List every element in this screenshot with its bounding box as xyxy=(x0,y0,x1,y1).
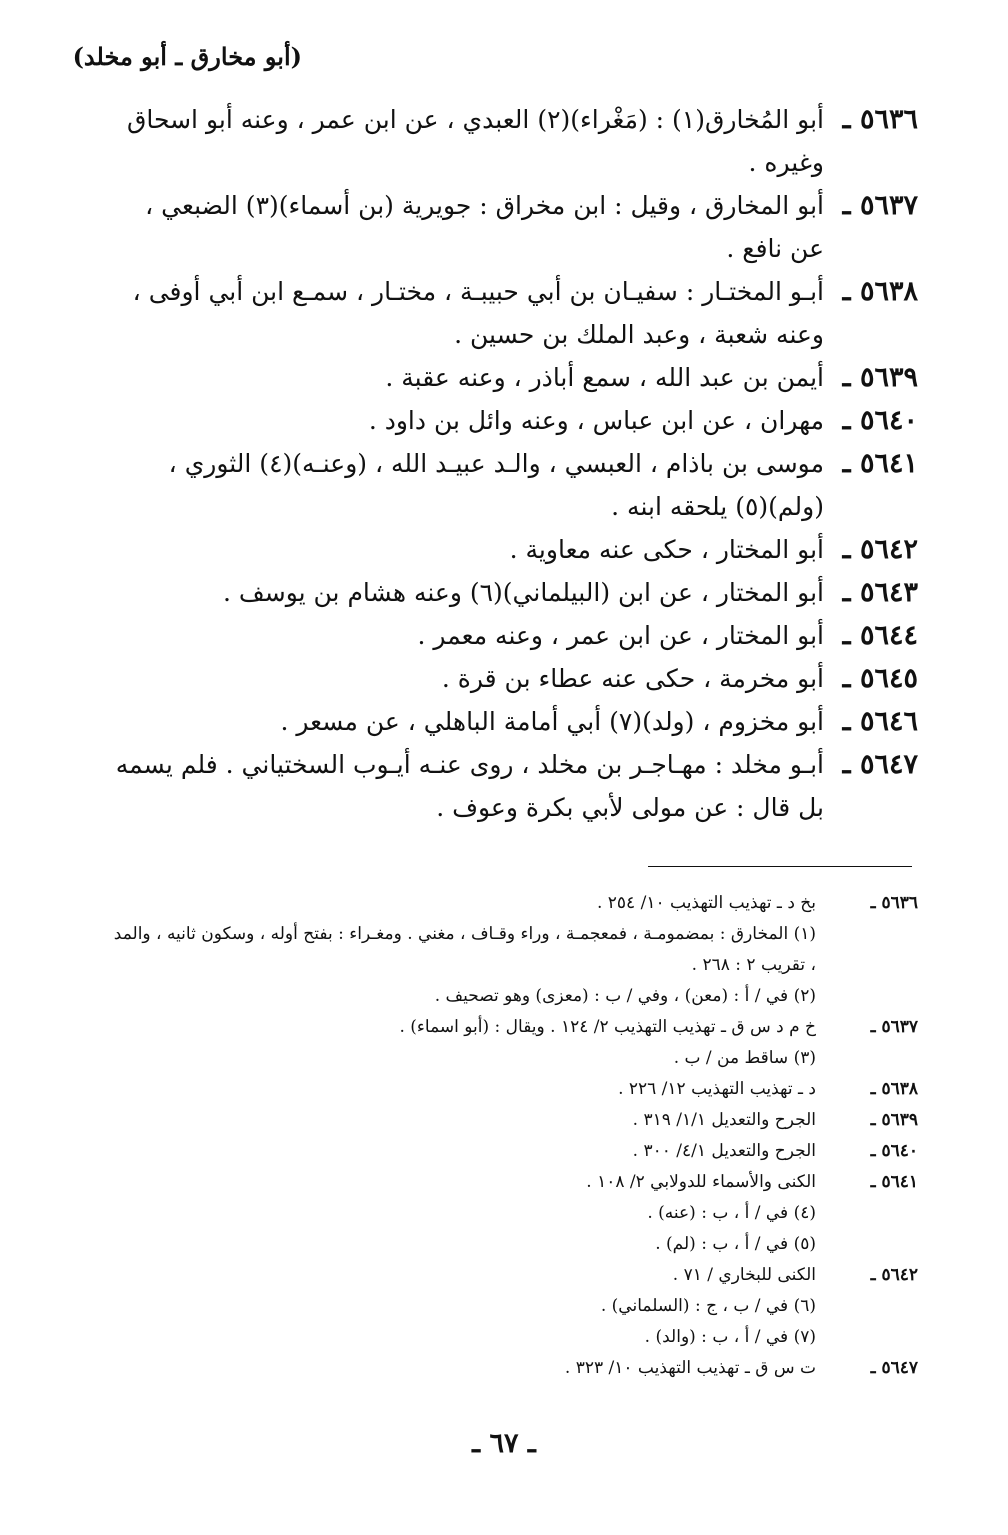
running-title: (أبو مخارق ـ أبو مخلد) xyxy=(72,42,302,71)
footnote xyxy=(110,1260,918,1291)
footnote-text: الجرح والتعديل ٤/١/ ٣٠٠ . xyxy=(632,1141,816,1161)
entry xyxy=(110,442,918,528)
footnote xyxy=(110,1322,918,1353)
entry-number: ٥٦٤٢ ـ xyxy=(842,534,918,565)
footnote-text: (١) المخارق : بمضمومـة ، فمعجمـة ، وراء وقـاف ، مغني . ومغـراء : بفتح أوله ، وسكون ثانيه ، والمد ، تقريب ٢ : ٢٦٨ . xyxy=(113,924,816,975)
footnote-text: (٦) في / ب ، ج : (السلماني) . xyxy=(600,1296,816,1316)
entry-text: مهران ، عن ابن عباس ، وعنه وائل بن داود . xyxy=(368,406,824,435)
entries-list xyxy=(110,98,918,829)
footnote xyxy=(110,1043,918,1074)
footnotes-list xyxy=(110,888,918,1384)
footnote xyxy=(110,888,918,919)
footnote xyxy=(110,981,918,1012)
entry-text: أبو المُخارق(١) : (مَغْراء)(٢) العبدي ، عن ابن عمر ، وعنه أبو اسحاق وغيره . xyxy=(126,105,824,177)
entry xyxy=(110,700,918,743)
entry-number: ٥٦٤١ ـ xyxy=(842,448,918,479)
entry xyxy=(110,399,918,442)
entry xyxy=(110,270,918,356)
entry-number: ٥٦٣٧ ـ xyxy=(842,190,918,221)
entry xyxy=(110,571,918,614)
entry-text: أبو مخزوم ، (ولد)(٧) أبي أمامة الباهلي ، عن مسعر . xyxy=(280,707,824,736)
entry-number: ٥٦٤٥ ـ xyxy=(842,663,918,694)
footnote xyxy=(110,1229,918,1260)
footnote-text: (٣) ساقط من / ب . xyxy=(673,1048,816,1068)
footnote-text: الكنى للبخاري / ٧١ . xyxy=(672,1265,816,1285)
entry xyxy=(110,528,918,571)
footnote-text: (٥) في / أ ، ب : (لم) . xyxy=(655,1234,816,1254)
footnote xyxy=(110,1353,918,1384)
footnote xyxy=(110,1198,918,1229)
entry xyxy=(110,356,918,399)
entry-number: ٥٦٤٣ ـ xyxy=(842,577,918,608)
footnote xyxy=(110,1167,918,1198)
footnote-number: ٥٦٣٩ ـ xyxy=(870,1110,918,1130)
footnote-number: ٥٦٤٧ ـ xyxy=(870,1358,918,1378)
entry-text: موسى بن باذام ، العبسي ، والـد عبيـد الله ، (وعنـه)(٤) الثوري ، (ولم)(٥) يلحقه ابنه . xyxy=(168,449,824,521)
entry-number: ٥٦٤٤ ـ xyxy=(842,620,918,651)
footnote-text: الجرح والتعديل ١/١/ ٣١٩ . xyxy=(632,1110,816,1130)
entry xyxy=(110,98,918,184)
footnote-text: ت س ق ـ تهذيب التهذيب ١٠/ ٣٢٣ . xyxy=(564,1358,816,1378)
footnote-number: ٥٦٤١ ـ xyxy=(870,1172,918,1192)
footnote-text: الكنى والأسماء للدولابي ٢/ ١٠٨ . xyxy=(586,1172,816,1192)
entry-text: أبو المخارق ، وقيل : ابن مخراق : جويرية (بن أسماء)(٣) الضبعي ، عن نافع . xyxy=(145,191,824,263)
entry-number: ٥٦٣٨ ـ xyxy=(842,276,918,307)
footnote xyxy=(110,1136,918,1167)
entry-text: أيمن بن عبد الله ، سمع أباذر ، وعنه عقبة . xyxy=(385,363,824,392)
entry xyxy=(110,184,918,270)
entry-number: ٥٦٤٠ ـ xyxy=(842,405,918,436)
footnote-text: خ م د س ق ـ تهذيب التهذيب ٢/ ١٢٤ . ويقال : (أبو اسماء) . xyxy=(399,1017,816,1037)
footnote xyxy=(110,1291,918,1322)
entry-number: ٥٦٣٦ ـ xyxy=(842,104,918,135)
footnote-text: (٤) في / أ ، ب : (عنه) . xyxy=(647,1203,816,1223)
footnote-text: د ـ تهذيب التهذيب ١٢/ ٢٢٦ . xyxy=(618,1079,816,1099)
footnote xyxy=(110,1105,918,1136)
entry-number: ٥٦٤٧ ـ xyxy=(842,749,918,780)
entry xyxy=(110,614,918,657)
footnote-number: ٥٦٣٦ ـ xyxy=(870,893,918,913)
entry-number: ٥٦٣٩ ـ xyxy=(842,362,918,393)
entry-text: أبو المختار ، حكى عنه معاوية . xyxy=(509,535,824,564)
footnote-text: (٧) في / أ ، ب : (والد) . xyxy=(644,1327,816,1347)
page-number: ـ ٦٧ ـ xyxy=(472,1428,536,1459)
footnote-number: ٥٦٤٠ ـ xyxy=(870,1141,918,1161)
footnote-number: ٥٦٤٢ ـ xyxy=(870,1265,918,1285)
entry xyxy=(110,657,918,700)
entry-text: أبـو مخلد : مهـاجـر بن مخلد ، روى عنـه أيـوب السختياني . فلم يسمه بل قال : عن مولى لأبي بكرة وعوف . xyxy=(115,750,824,822)
entry-text: أبو المختار ، عن ابن (البيلماني)(٦) وعنه هشام بن يوسف . xyxy=(222,578,824,607)
footnote-text: (٢) في / أ : (معن) ، وفي / ب : (معزى) وهو تصحيف . xyxy=(434,986,816,1006)
entry-text: أبـو المختـار : سفيـان بن أبي حبيبـة ، مختـار ، سمـع ابن أبي أوفى ، وعنه شعبة ، وعبد الملك بن حسين . xyxy=(132,277,824,349)
entry-text: أبو المختار ، عن ابن عمر ، وعنه معمر . xyxy=(417,621,824,650)
entry-text: أبو مخرمة ، حكى عنه عطاء بن قرة . xyxy=(441,664,824,693)
footnote-number: ٥٦٣٨ ـ xyxy=(870,1079,918,1099)
footnote xyxy=(110,1012,918,1043)
footnote-number: ٥٦٣٧ ـ xyxy=(870,1017,918,1037)
entry-number: ٥٦٤٦ ـ xyxy=(842,706,918,737)
footnote-text: بخ د ـ تهذيب التهذيب ١٠/ ٢٥٤ . xyxy=(596,893,816,913)
footnote-divider xyxy=(648,866,912,867)
entry xyxy=(110,743,918,829)
footnote xyxy=(110,919,918,981)
footnote xyxy=(110,1074,918,1105)
